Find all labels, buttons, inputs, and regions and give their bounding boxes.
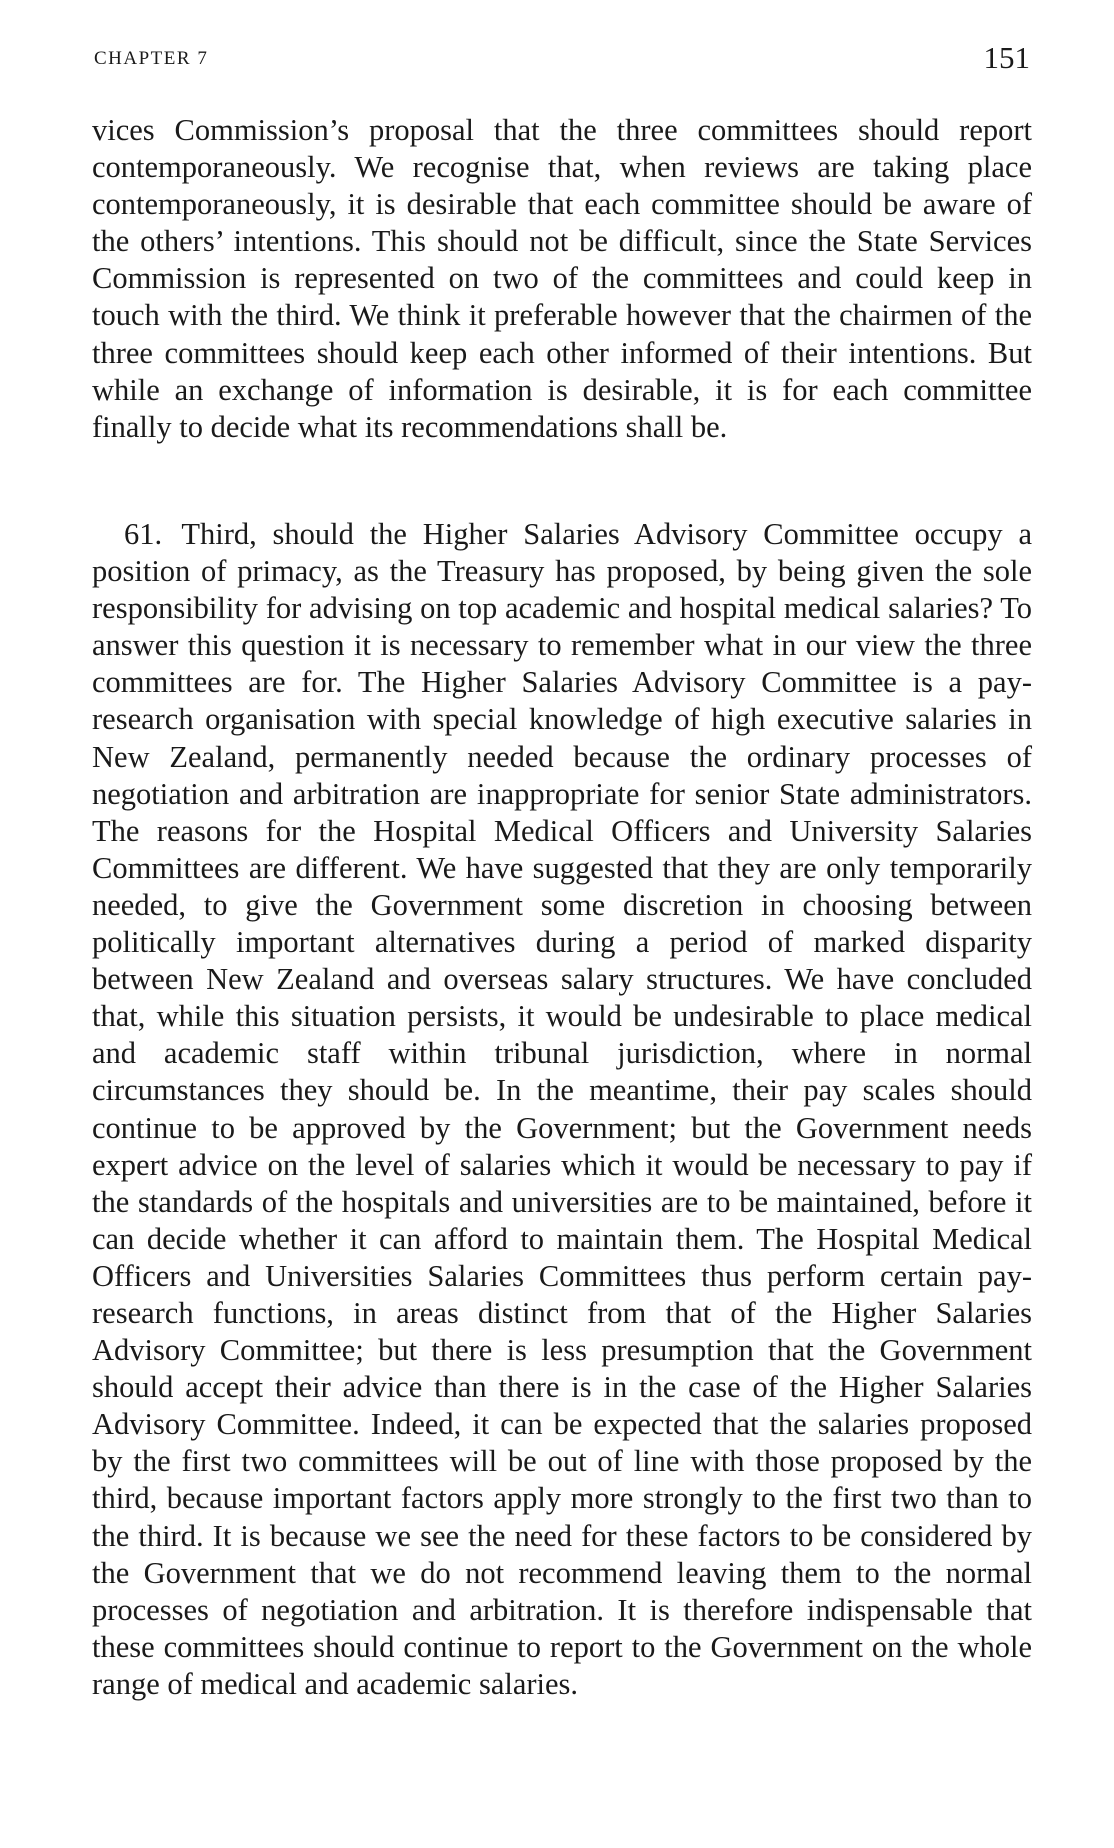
paragraph-number: 61. <box>124 517 163 551</box>
paragraph-61 <box>92 516 1032 1703</box>
page-number: 151 <box>983 40 1030 75</box>
chapter-label: CHAPTER 7 <box>94 48 209 69</box>
document-page <box>92 0 1032 1848</box>
paragraph-text: Third, should the Higher Salaries Advisory Committee occupy a position of primacy, as the Treasury has proposed, by being given the sole responsibility for advising on top academic and hospital medical salaries? To answer this question it is necessary to remember what in our view the three committees are for. The Higher Salaries Advisory Committee is a pay-research organisation with special knowledge of high executive salaries in New Zealand, permanently needed because the ordinary processes of negotiation and arbitration are inappropriate for senior State administrators. The reasons for the Hospital Medical Officers and University Salaries Committees are different. We have suggested that they are only temporarily needed, to give the Government some discretion in choosing between politically important alternatives during a period of marked disparity between New Zealand and overseas salary structures. We have concluded that, while this situation persists, it would be undesirable to place medical and academic staff within tribunal jurisdiction, where in normal circumstances they should be. In the meantime, their pay scales should continue to be approved by the Government; but the Government needs expert advice on the level of salaries which it would be necessary to pay if the standards of the hospitals and universities are to be maintained, before it can decide whether it can afford to maintain them. The Hospital Medical Officers and Universities Salaries Committees thus perform certain pay-research functions, in areas distinct from that of the Higher Salaries Advisory Committee; but there is less presumption that the Government should accept their advice than there is in the case of the Higher Salaries Advisory Committee. Indeed, it can be expected that the salaries proposed by the first two committees will be out of line with those proposed by the third, because important factors apply more strongly to the first two than to the third. It is because we see the need for these factors to be considered by the Government that we do not recommend leaving them to the normal processes of negotiation and arbitration. It is therefore indispensable that these committees should continue to report to the Government on the whole range of medical and academic salaries. <box>92 517 1032 1701</box>
paragraph-text: vices Commission’s proposal that the three committees should report contemporaneously. We recognise that, when reviews are taking place contemporaneously, it is desirable that each committee should be aware of the others’ intentions. This should not be difficult, since the State Services Commission is represented on two of the committees and could keep in touch with the third. We think it preferable however that the chairmen of the three committees should keep each other informed of their intentions. But while an exchange of information is desirable, it is for each committee finally to decide what its recommendations shall be. <box>92 113 1032 444</box>
running-header <box>92 40 1032 80</box>
paragraph-continued <box>92 112 1032 446</box>
